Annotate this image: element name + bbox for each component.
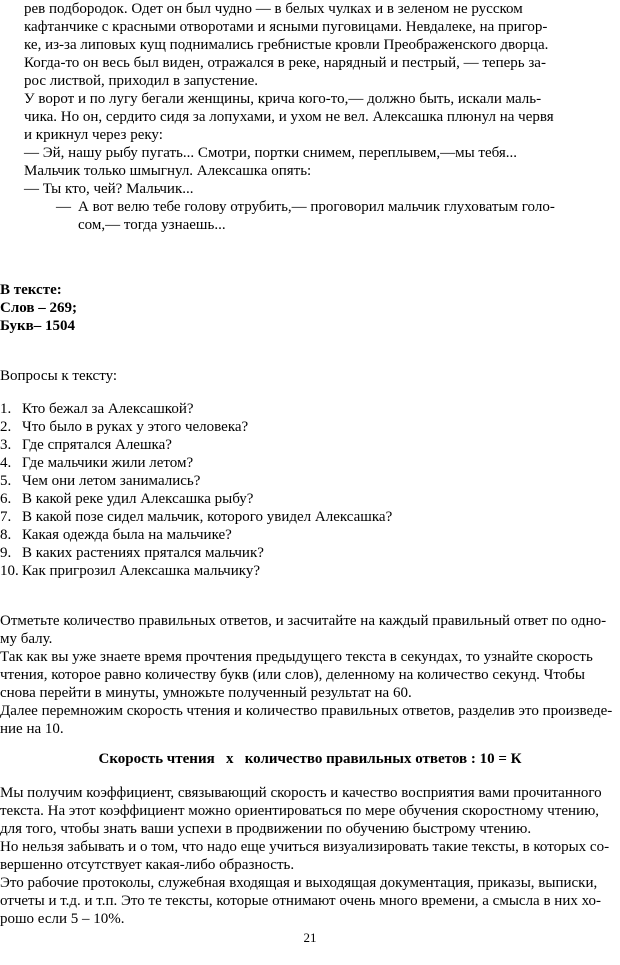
instruction-line: чтения, которое равно количеству букв (или слов), деленному на количество секунд. Чтобы [0, 667, 585, 683]
instruction-line: Так как вы уже знаете время прочтения предыдущего текста в секундах, то узнайте скорость [0, 649, 593, 665]
question-item [0, 472, 200, 490]
instruction-line: Отметьте количество правильных ответов, и засчитайте на каждый правильный ответ по одно- [0, 613, 607, 629]
question-text: Кто бежал за Алексашкой? [22, 401, 194, 417]
question-number: 9. [0, 545, 12, 561]
instruction-line: снова перейти в минуты, умножьте полученный результат на 60. [0, 685, 412, 701]
question-text: В какой позе сидел мальчик, которого увидел Алексашка? [22, 509, 393, 525]
question-number: 7. [0, 509, 12, 525]
story-line: — Ты кто, чей? Мальчик... [24, 181, 194, 197]
story-line: чика. Но он, сердито сидя за лопухами, и ухом не вел. Алексашка плюнул на червя [24, 109, 554, 125]
question-text: Где спрятался Алешка? [22, 437, 172, 453]
question-number: 4. [0, 455, 12, 471]
question-item [0, 526, 232, 544]
conclusion-line: вершенно отсутствует какая-либо образность. [0, 857, 295, 873]
question-number: 2. [0, 419, 12, 435]
conclusion-line: для того, чтобы знать ваши успехи в продвижении по обучению быстрому чтению. [0, 821, 532, 837]
story-line: сом,— тогда узнаешь... [78, 217, 226, 233]
question-number: 8. [0, 527, 12, 543]
question-number: 1. [0, 401, 12, 417]
formula: Скорость чтения х количество правильных ответов : 10 = К [98, 751, 522, 767]
story-line: У ворот и по лугу бегали женщины, крича кого-то,— должно быть, искали маль- [24, 91, 542, 107]
question-number: 5. [0, 473, 12, 489]
question-number: 6. [0, 491, 12, 507]
question-item [0, 436, 172, 454]
conclusion-line: Мы получим коэффициент, связывающий скорость и качество восприятия вами прочитанного [0, 785, 602, 801]
conclusion-line: рошо если 5 – 10%. [0, 911, 125, 927]
story-line: Мальчик только шмыгнул. Алексашка опять: [24, 163, 312, 179]
stats-heading: В тексте: [0, 282, 62, 298]
story-line: рос листвой, приходил в запустение. [24, 73, 259, 89]
story-line [56, 198, 555, 216]
instruction-line: Далее перемножим скорость чтения и количество правильных ответов, разделив это произведе- [0, 703, 613, 719]
story-line-text: А вот велю тебе голову отрубить,— проговорил мальчик глуховатым голо- [78, 199, 555, 215]
question-item [0, 400, 194, 418]
dash-mark: — [56, 199, 71, 215]
story-line: — Эй, нашу рыбу пугать... Смотри, портки снимем, переплывем,—мы тебя... [24, 145, 518, 161]
question-number: 10. [0, 563, 19, 579]
story-line: Когда-то он весь был виден, отражался в реке, нарядный и пестрый, — теперь за- [24, 55, 546, 71]
conclusion-line: текста. На этот коэффициент можно ориентироваться по мере обучения скоростному чтению, [0, 803, 600, 819]
question-item [0, 508, 392, 526]
instruction-line: ние на 10. [0, 721, 64, 737]
stats-words: Слов – 269; [0, 300, 77, 316]
story-line: и крикнул через реку: [24, 127, 163, 143]
story-line: ке, из-за липовых кущ поднимались гребнистые кровли Преображенского дворца. [24, 37, 549, 53]
question-item [0, 490, 253, 508]
instruction-line: му балу. [0, 631, 53, 647]
question-item [0, 454, 193, 472]
question-item [0, 544, 264, 562]
story-line: рев подбородок. Одет он был чудно — в белых чулках и в зеленом не русском [24, 1, 523, 17]
page-number: 21 [303, 930, 317, 945]
question-text: В какой реке удил Алексашка рыбу? [22, 491, 254, 507]
story-line: кафтанчике с красными отворотами и ясными пуговицами. Невдалеке, на пригор- [24, 19, 548, 35]
conclusion-line: Это рабочие протоколы, служебная входящая и выходящая документация, приказы, выписки, [0, 875, 598, 891]
question-text: Какая одежда была на мальчике? [22, 527, 232, 543]
question-text: Чем они летом занимались? [22, 473, 201, 489]
question-item [0, 562, 260, 580]
conclusion-line: отчеты и т.д. и т.п. Это те тексты, которые отнимают очень много времени, а смысла в них хо- [0, 893, 602, 909]
questions-title: Вопросы к тексту: [0, 368, 118, 384]
question-text: Что было в руках у этого человека? [22, 419, 249, 435]
conclusion-line: Но нельзя забывать и о том, что надо еще учиться визуализировать такие тексты, в которых со- [0, 839, 610, 855]
question-text: В каких растениях прятался мальчик? [22, 545, 264, 561]
question-number: 3. [0, 437, 12, 453]
question-text: Как пригрозил Алексашка мальчику? [22, 563, 260, 579]
question-item [0, 418, 248, 436]
question-text: Где мальчики жили летом? [22, 455, 194, 471]
stats-letters: Букв– 1504 [0, 318, 76, 334]
